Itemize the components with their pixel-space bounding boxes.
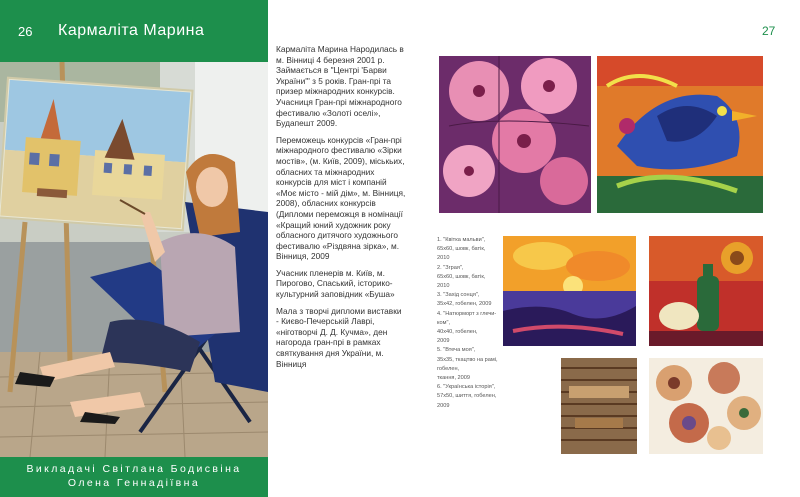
teachers-credit <box>0 462 268 490</box>
caption-line: 2010 <box>437 283 450 290</box>
bio-paragraph: Мала з творчі дипломи виставки - Києво-Печерській Лаврі, «ніготворчі Д. Д. Кучма», ден нагорода гран-прі в рамках святкування дня України, м. Вінниця <box>276 305 402 369</box>
page-number-left: 26 <box>18 24 33 39</box>
caption-line: 65х60, шовк, батік, <box>437 273 486 280</box>
caption-line: 40х40, гобелен, <box>437 329 478 336</box>
caption-line: 2009 <box>437 338 450 345</box>
caption-line: 35х35, ткацтво на рамі, <box>437 356 498 363</box>
artwork-woven-weave <box>561 358 637 454</box>
artwork-flowers-batik <box>439 56 591 213</box>
artist-biography <box>276 44 406 375</box>
artwork-colorful-bird <box>597 56 763 213</box>
caption-line: 57х50, шиття, гобелен, <box>437 393 497 400</box>
teachers-line-2: Олена Геннадіївна <box>67 477 201 489</box>
teachers-line-1: Викладачі Світлана Бодисвіна <box>26 463 242 475</box>
artist-name-title: Кармаліта Марина <box>58 22 205 39</box>
caption-line: гобелен, <box>437 365 460 372</box>
artwork-sunset-tapestry <box>503 236 636 346</box>
caption-line: ткання, 2009 <box>437 375 471 382</box>
caption-line: 6. "Українська історія", <box>437 384 496 391</box>
caption-line: 65х60, шовк, батік, <box>437 246 486 253</box>
artwork-still-life-jug <box>649 236 763 346</box>
bio-paragraph: Переможець конкурсів «Гран-прі міжнародного фестивалю «Зірки мостів», (м. Київ, 2009), міськьих, обласних та міжнародних конкурсів для міст і компаній «Моє місто - мій дім», м. Вінниця, 2008), обласних конкурсів (Дипломи переможця в номінації «Кращий юний художник року обласного дитячого художнього фестивалю «Різдвяна зірка», м. Вінниця, 2009 <box>276 134 406 262</box>
artwork-captions <box>437 236 501 411</box>
artwork-ukrainian-history <box>649 358 763 454</box>
page-number-right: 27 <box>762 24 776 38</box>
bio-paragraph: Кармаліта Марина Народилась в м. Вінниці 4 березня 2001 р. Займається в "Центрі 'Барви України'" з 5 років. Гран-прі та призер міжнародних конкурсів. Учасниця Гран-прі міжнародного фестивалю «Золоті оселі», Будапешт 2009. <box>276 44 404 129</box>
caption-line: 35х42, гобелен, 2009 <box>437 301 492 308</box>
artist-photo <box>0 62 268 457</box>
caption-line: 2. "Зграя", <box>437 264 464 271</box>
caption-line: 5. "Втеча моя", <box>437 347 476 354</box>
bio-paragraph: Учасник пленерів м. Київ, м. Пирогово, Спаський, історико-культурний заповідник «Буша» <box>276 267 395 300</box>
caption-line: ком", <box>437 319 451 326</box>
caption-line: 2009 <box>437 402 450 409</box>
caption-line: 1. "Квітка мальви", <box>437 237 486 243</box>
caption-line: 2010 <box>437 255 450 262</box>
caption-line: 4. "Натюрморт з глечи- <box>437 310 497 317</box>
caption-line: 3. "Захід сонця", <box>437 292 480 299</box>
